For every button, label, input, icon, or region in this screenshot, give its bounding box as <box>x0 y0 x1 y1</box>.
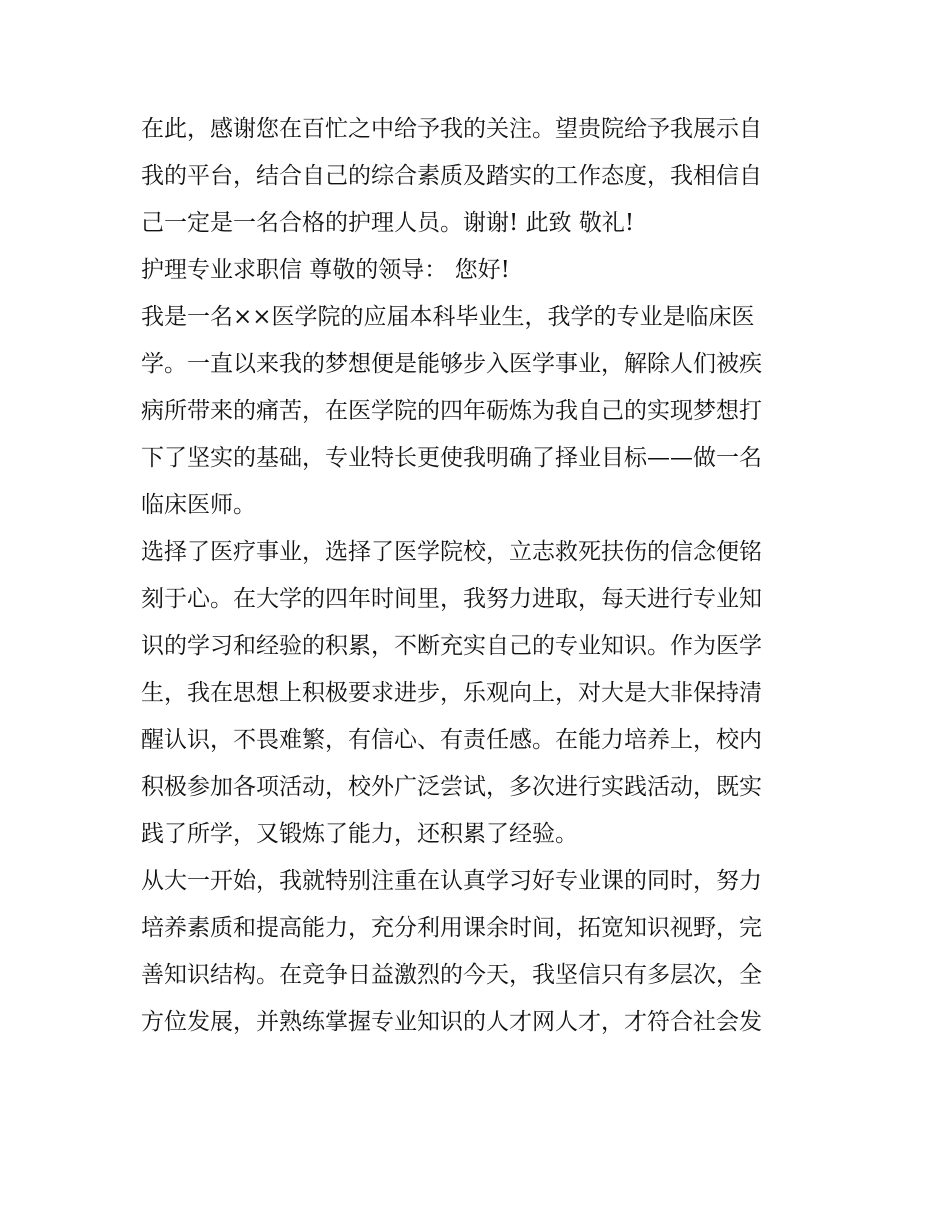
text-line: 我的平台，结合自己的综合素质及踏实的工作态度，我相信自 <box>141 163 762 189</box>
text-line: 学。一直以来我的梦想便是能够步入医学事业，解除人们被疾 <box>141 351 762 377</box>
text-line: 培养素质和提高能力，充分利用课余时间，拓宽知识视野，完 <box>141 915 762 941</box>
text-line: 识的学习和经验的积累，不断充实自己的专业知识。作为医学 <box>141 633 762 659</box>
text-line: 生，我在思想上积极要求进步，乐观向上，对大是大非保持清 <box>141 680 762 706</box>
paragraph-career-choice <box>141 529 813 858</box>
paragraph-closing <box>141 106 813 247</box>
text-line: 选择了医疗事业，选择了医学院校，立志救死扶伤的信念便铭 <box>141 539 762 565</box>
paragraph-introduction <box>141 294 813 529</box>
paragraph-letter-heading <box>141 247 813 294</box>
text-line: 善知识结构。在竞争日益激烈的今天，我坚信只有多层次，全 <box>141 962 762 988</box>
letter-heading-line: 护理专业求职信 尊敬的领导： 您好! <box>141 257 510 283</box>
text-line: 醒认识，不畏难繁，有信心、有责任感。在能力培养上，校内 <box>141 727 762 753</box>
text-line: 方位发展，并熟练掌握专业知识的人才网人才，才符合社会发 <box>141 1009 762 1035</box>
text-line: 践了所学，又锻炼了能力，还积累了经验。 <box>141 821 578 847</box>
text-line: 己一定是一名合格的护理人员。谢谢! 此致 敬礼! <box>141 210 635 236</box>
document-body <box>141 106 813 1046</box>
text-line: 临床医师。 <box>141 492 256 518</box>
text-line: 下了坚实的基础，专业特长更使我明确了择业目标——做一名 <box>141 445 762 471</box>
paragraph-development <box>141 858 813 1046</box>
text-line: 积极参加各项活动，校外广泛尝试，多次进行实践活动，既实 <box>141 774 762 800</box>
text-line: 刻于心。在大学的四年时间里，我努力进取，每天进行专业知 <box>141 586 762 612</box>
text-line: 病所带来的痛苦，在医学院的四年砺炼为我自己的实现梦想打 <box>141 398 762 424</box>
text-line: 我是一名××医学院的应届本科毕业生，我学的专业是临床医 <box>141 304 755 330</box>
text-line: 在此，感谢您在百忙之中给予我的关注。望贵院给予我展示自 <box>141 116 762 142</box>
text-line: 从大一开始，我就特别注重在认真学习好专业课的同时，努力 <box>141 868 762 894</box>
